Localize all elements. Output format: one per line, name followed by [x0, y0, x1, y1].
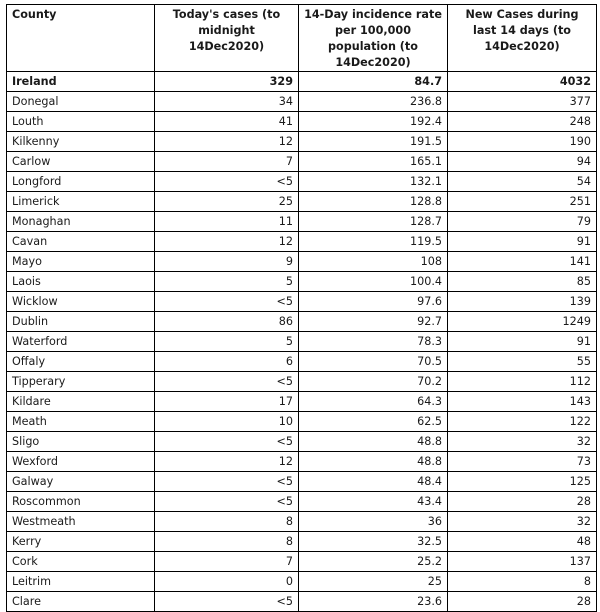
table-row	[7, 572, 597, 592]
new-cases-cell: 122	[448, 412, 597, 432]
total-row	[7, 72, 597, 92]
today-cases-cell: <5	[155, 432, 299, 452]
table-row	[7, 472, 597, 492]
table-row	[7, 492, 597, 512]
incidence-rate-cell: 236.8	[299, 92, 448, 112]
new-cases-cell: 4032	[448, 72, 597, 92]
incidence-rate-cell: 132.1	[299, 172, 448, 192]
table-row	[7, 132, 597, 152]
today-cases-cell: 11	[155, 212, 299, 232]
incidence-rate-cell: 191.5	[299, 132, 448, 152]
county-cell: Kerry	[7, 532, 155, 552]
today-cases-cell: 34	[155, 92, 299, 112]
new-cases-cell: 190	[448, 132, 597, 152]
county-cell: Westmeath	[7, 512, 155, 532]
new-cases-cell: 91	[448, 232, 597, 252]
today-cases-cell: 12	[155, 132, 299, 152]
county-cell: Galway	[7, 472, 155, 492]
county-cell: Clare	[7, 592, 155, 612]
today-cases-cell: <5	[155, 472, 299, 492]
incidence-rate-cell: 64.3	[299, 392, 448, 412]
county-cell: Wexford	[7, 452, 155, 472]
county-cell: Wicklow	[7, 292, 155, 312]
new-cases-cell: 32	[448, 432, 597, 452]
today-cases-cell: <5	[155, 492, 299, 512]
county-cell: Kildare	[7, 392, 155, 412]
header-incidence-rate: 14-Day incidence rate per 100,000 population (to 14Dec2020)	[299, 5, 448, 72]
incidence-rate-cell: 70.2	[299, 372, 448, 392]
today-cases-cell: 7	[155, 152, 299, 172]
today-cases-cell: 8	[155, 512, 299, 532]
incidence-rate-cell: 128.7	[299, 212, 448, 232]
incidence-rate-cell: 165.1	[299, 152, 448, 172]
table-row	[7, 432, 597, 452]
county-cell: Carlow	[7, 152, 155, 172]
today-cases-cell: 9	[155, 252, 299, 272]
incidence-rate-cell: 119.5	[299, 232, 448, 252]
new-cases-cell: 73	[448, 452, 597, 472]
county-cell: Kilkenny	[7, 132, 155, 152]
today-cases-cell: <5	[155, 172, 299, 192]
county-cell: Tipperary	[7, 372, 155, 392]
new-cases-cell: 143	[448, 392, 597, 412]
incidence-rate-cell: 97.6	[299, 292, 448, 312]
new-cases-cell: 28	[448, 592, 597, 612]
county-cell: Offaly	[7, 352, 155, 372]
county-cell: Longford	[7, 172, 155, 192]
county-cell: Roscommon	[7, 492, 155, 512]
today-cases-cell: 0	[155, 572, 299, 592]
county-cell: Louth	[7, 112, 155, 132]
county-cell: Waterford	[7, 332, 155, 352]
today-cases-cell: 8	[155, 532, 299, 552]
incidence-rate-cell: 62.5	[299, 412, 448, 432]
incidence-rate-cell: 100.4	[299, 272, 448, 292]
incidence-rate-cell: 32.5	[299, 532, 448, 552]
today-cases-cell: 12	[155, 232, 299, 252]
today-cases-cell: <5	[155, 372, 299, 392]
county-cell: Mayo	[7, 252, 155, 272]
today-cases-cell: 12	[155, 452, 299, 472]
incidence-rate-cell: 48.8	[299, 452, 448, 472]
table-row	[7, 272, 597, 292]
header-county: County	[7, 5, 155, 72]
new-cases-cell: 141	[448, 252, 597, 272]
today-cases-cell: 17	[155, 392, 299, 412]
incidence-rate-cell: 92.7	[299, 312, 448, 332]
incidence-rate-cell: 23.6	[299, 592, 448, 612]
table-row	[7, 352, 597, 372]
county-cell: Leitrim	[7, 572, 155, 592]
incidence-rate-cell: 36	[299, 512, 448, 532]
incidence-rate-cell: 48.8	[299, 432, 448, 452]
new-cases-cell: 79	[448, 212, 597, 232]
county-cell: Cork	[7, 552, 155, 572]
incidence-rate-cell: 25	[299, 572, 448, 592]
county-cell: Dublin	[7, 312, 155, 332]
today-cases-cell: 5	[155, 272, 299, 292]
county-cell: Donegal	[7, 92, 155, 112]
new-cases-cell: 139	[448, 292, 597, 312]
table-row	[7, 192, 597, 212]
incidence-rate-cell: 84.7	[299, 72, 448, 92]
table-row	[7, 252, 597, 272]
table-row	[7, 532, 597, 552]
new-cases-cell: 94	[448, 152, 597, 172]
table-row	[7, 172, 597, 192]
new-cases-cell: 137	[448, 552, 597, 572]
incidence-rate-cell: 128.8	[299, 192, 448, 212]
table-row	[7, 452, 597, 472]
today-cases-cell: <5	[155, 592, 299, 612]
table-row	[7, 92, 597, 112]
today-cases-cell: 41	[155, 112, 299, 132]
county-cell: Limerick	[7, 192, 155, 212]
incidence-rate-cell: 43.4	[299, 492, 448, 512]
table-row	[7, 412, 597, 432]
incidence-rate-cell: 48.4	[299, 472, 448, 492]
new-cases-cell: 85	[448, 272, 597, 292]
incidence-rate-cell: 108	[299, 252, 448, 272]
header-row	[7, 5, 597, 72]
incidence-rate-cell: 70.5	[299, 352, 448, 372]
county-cases-table	[6, 4, 597, 612]
new-cases-cell: 8	[448, 572, 597, 592]
table-row	[7, 232, 597, 252]
table-row	[7, 212, 597, 232]
incidence-rate-cell: 192.4	[299, 112, 448, 132]
new-cases-cell: 55	[448, 352, 597, 372]
new-cases-cell: 377	[448, 92, 597, 112]
table-row	[7, 552, 597, 572]
new-cases-cell: 54	[448, 172, 597, 192]
today-cases-cell: 25	[155, 192, 299, 212]
new-cases-cell: 125	[448, 472, 597, 492]
table-row	[7, 592, 597, 612]
incidence-rate-cell: 78.3	[299, 332, 448, 352]
new-cases-cell: 91	[448, 332, 597, 352]
new-cases-cell: 248	[448, 112, 597, 132]
table-row	[7, 292, 597, 312]
incidence-rate-cell: 25.2	[299, 552, 448, 572]
county-cell: Ireland	[7, 72, 155, 92]
new-cases-cell: 251	[448, 192, 597, 212]
table-row	[7, 512, 597, 532]
header-today-cases: Today's cases (to midnight 14Dec2020)	[155, 5, 299, 72]
today-cases-cell: 5	[155, 332, 299, 352]
county-cell: Cavan	[7, 232, 155, 252]
new-cases-cell: 112	[448, 372, 597, 392]
new-cases-cell: 28	[448, 492, 597, 512]
table-row	[7, 312, 597, 332]
today-cases-cell: 86	[155, 312, 299, 332]
header-new-cases: New Cases during last 14 days (to 14Dec2020)	[448, 5, 597, 72]
today-cases-cell: 6	[155, 352, 299, 372]
table-row	[7, 392, 597, 412]
table-row	[7, 372, 597, 392]
table-row	[7, 152, 597, 172]
today-cases-cell: <5	[155, 292, 299, 312]
county-cell: Sligo	[7, 432, 155, 452]
new-cases-cell: 48	[448, 532, 597, 552]
county-cell: Meath	[7, 412, 155, 432]
new-cases-cell: 32	[448, 512, 597, 532]
today-cases-cell: 10	[155, 412, 299, 432]
new-cases-cell: 1249	[448, 312, 597, 332]
table-row	[7, 332, 597, 352]
county-cell: Monaghan	[7, 212, 155, 232]
county-cell: Laois	[7, 272, 155, 292]
today-cases-cell: 329	[155, 72, 299, 92]
today-cases-cell: 7	[155, 552, 299, 572]
table-row	[7, 112, 597, 132]
